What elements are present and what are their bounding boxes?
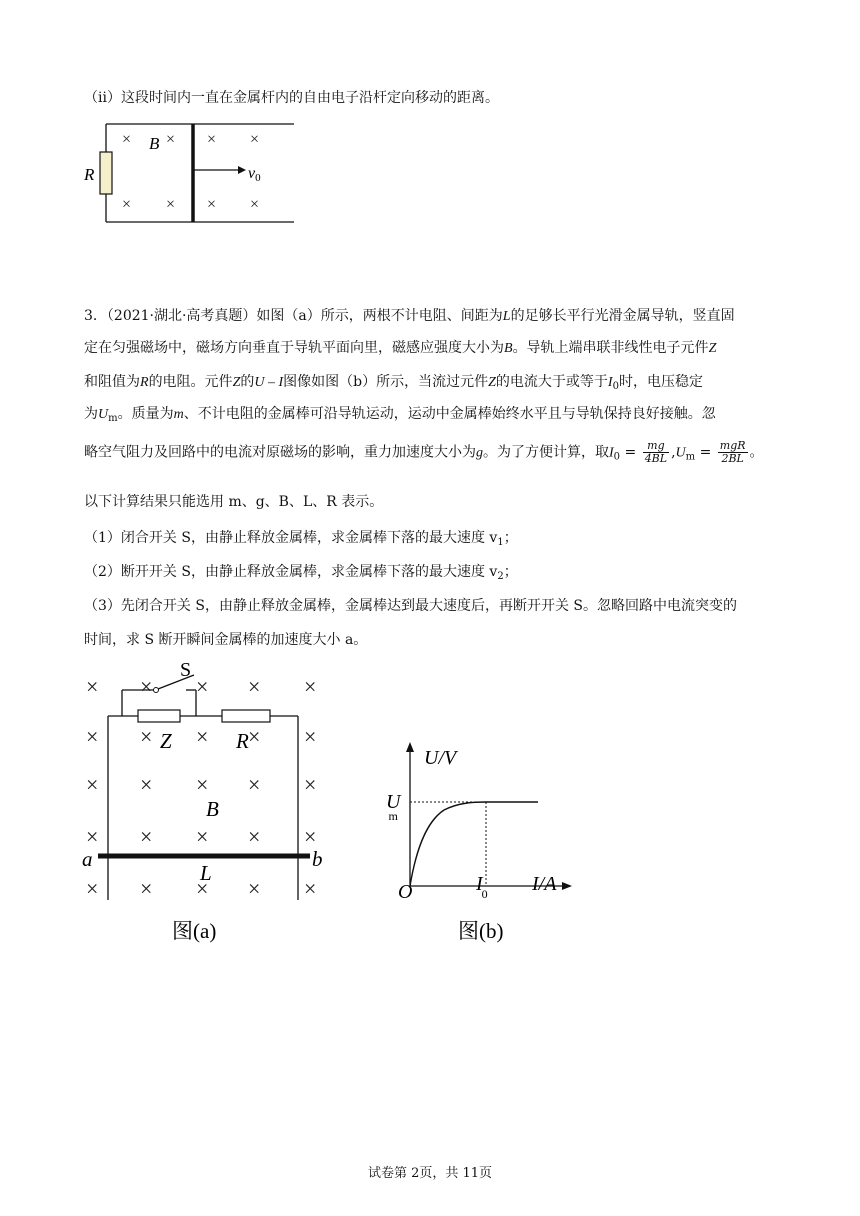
q3-question-2: （2）断开开关 S，由静止释放金属棒，求金属棒下落的最大速度 $v_2$； — [84, 564, 518, 582]
svg-text:×: × — [86, 724, 99, 749]
label-v: v — [248, 165, 256, 182]
q3-line-2: 定在匀强磁场中，磁场方向垂直于导轨平面向里，磁感应强度大小为B。导轨上端串联非线性电子元件Z — [84, 340, 717, 356]
q3-question-3-line-2: 时间，求 S 断开瞬间金属棒的加速度大小 a。 — [84, 632, 368, 648]
figure-a — [78, 660, 338, 950]
svg-text:×: × — [166, 196, 176, 213]
svg-text:×: × — [196, 876, 209, 901]
svg-text:×: × — [248, 724, 261, 749]
svg-text:×: × — [196, 772, 209, 797]
element-Z — [138, 710, 180, 722]
svg-text:×: × — [140, 772, 153, 797]
svg-text:×: × — [248, 876, 261, 901]
svg-text:×: × — [248, 772, 261, 797]
svg-text:×: × — [304, 824, 317, 849]
fraction-I0: $\frac{mg}{4BL}$ — [644, 439, 668, 465]
x-axis-arrow-icon — [562, 882, 572, 890]
q3-line-6: 以下计算结果只能选用 m、g、B、L、R 表示。 — [84, 494, 384, 510]
label-Z: Z — [160, 729, 172, 753]
label-R: R — [84, 165, 95, 184]
ui-curve — [410, 802, 538, 886]
figure-b — [380, 740, 590, 950]
label-S: S — [180, 660, 192, 681]
svg-text:×: × — [140, 876, 153, 901]
resistor-R — [100, 152, 112, 194]
q3-line-4: 为$U_m$。质量为m、不计电阻的金属棒可沿导轨运动，运动中金属棒始终水平且与导轨保持良好接触。忽 — [84, 406, 716, 424]
q3-line-3: 和阻值为R的电阻。元件Z的U – I图像如图（b）所示，当流过元件Z的电流大于或等于$I_0$时，电压稳定 — [84, 374, 703, 392]
q2-circuit-figure — [80, 118, 300, 228]
svg-text:v0 — [248, 165, 261, 184]
label-b: b — [312, 847, 323, 871]
y-axis-arrow-icon — [406, 742, 414, 752]
x-axis-label: I/A — [532, 873, 557, 895]
label-Um: U m — [386, 791, 401, 823]
resistor-R-a — [222, 710, 270, 722]
q3-line-5: 略空气阻力及回路中的电流对原磁场的影响，重力加速度大小为g。为了方便计算，取$I_0$ = $\frac{mg}{4BL}$ $,U_m$ = $\frac{\text{mgR}}{2BL}$ 。 — [84, 439, 764, 465]
label-L: L — [200, 861, 212, 885]
svg-text:×: × — [248, 824, 261, 849]
svg-text:×: × — [140, 724, 153, 749]
y-axis-label: U/V — [424, 747, 457, 769]
svg-text:×: × — [304, 772, 317, 797]
svg-text:×: × — [86, 674, 99, 699]
label-R-a: R — [236, 729, 249, 753]
svg-text:×: × — [122, 196, 132, 213]
q3-line-1: 3．（2021·湖北·高考真题）如图（a）所示，两根不计电阻、间距为L的足够长平行光滑金属导轨，竖直固 — [84, 308, 735, 324]
svg-text:×: × — [86, 772, 99, 797]
fraction-Um: $\frac{\text{mgR}}{2BL}$ — [719, 439, 746, 465]
label-a: a — [82, 847, 93, 871]
svg-text:×: × — [140, 674, 153, 699]
velocity-arrow-icon — [238, 166, 246, 174]
svg-text:×: × — [207, 131, 217, 148]
page-footer: 试卷第 2页，共 11页 — [367, 1166, 493, 1181]
svg-text:×: × — [196, 674, 209, 699]
caption-a: 图(a) — [172, 919, 217, 943]
label-B: B — [149, 134, 160, 153]
svg-text:×: × — [196, 824, 209, 849]
svg-text:×: × — [304, 674, 317, 699]
svg-text:×: × — [250, 196, 260, 213]
svg-text:×: × — [122, 131, 132, 148]
svg-text:×: × — [86, 824, 99, 849]
origin-label: O — [398, 881, 413, 903]
caption-b: 图(b) — [458, 919, 504, 943]
svg-text:×: × — [304, 724, 317, 749]
svg-text:×: × — [304, 876, 317, 901]
q2-subpart-ii: （ii）这段时间内一直在金属杆内的自由电子沿杆定向移动的距离。 — [84, 90, 499, 106]
q3-question-3-line-1: （3）先闭合开关 S，由静止释放金属棒，金属棒达到最大速度后，再断开开关 S。忽略回路中电流突变的 — [84, 598, 737, 614]
svg-text:×: × — [166, 131, 176, 148]
svg-text:×: × — [196, 724, 209, 749]
label-B-a: B — [206, 797, 219, 821]
switch-contact — [154, 688, 159, 693]
svg-text:×: × — [207, 196, 217, 213]
svg-text:×: × — [250, 131, 260, 148]
q3-question-1: （1）闭合开关 S，由静止释放金属棒，求金属棒下落的最大速度 $v_1$； — [84, 530, 518, 548]
svg-text:×: × — [86, 876, 99, 901]
label-v-sub: 0 — [255, 172, 261, 184]
svg-text:×: × — [140, 824, 153, 849]
label-I0: I0 — [476, 873, 488, 901]
svg-text:×: × — [248, 674, 261, 699]
